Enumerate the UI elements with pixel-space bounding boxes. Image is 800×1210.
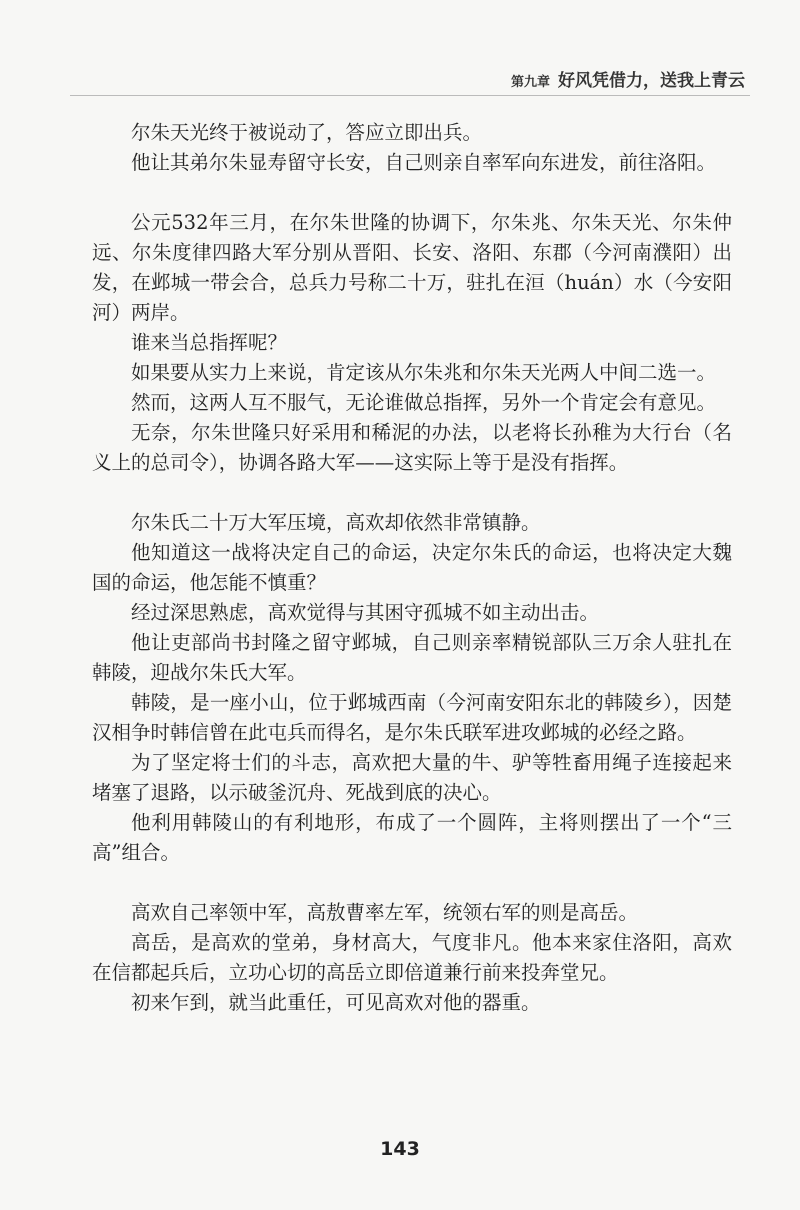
paragraph: 无奈，尔朱世隆只好采用和稀泥的办法，以老将长孙稚为大行台（名义上的总司令），协调各路大军——这实际上等于是没有指挥。 bbox=[92, 421, 732, 474]
paragraph: 尔朱天光终于被说动了，答应立即出兵。 bbox=[131, 121, 483, 144]
paragraph: 初来乍到，就当此重任，可见高欢对他的器重。 bbox=[131, 991, 541, 1014]
chapter-title: 好风凭借力，送我上青云 bbox=[558, 71, 745, 91]
header-divider bbox=[70, 95, 750, 96]
paragraph: 他让吏部尚书封隆之留守邺城，自己则亲率精锐部队三万余人驻扎在韩陵，迎战尔朱氏大军。 bbox=[92, 631, 732, 684]
paragraph: 然而，这两人互不服气，无论谁做总指挥，另外一个肯定会有意见。 bbox=[131, 391, 717, 414]
body-text bbox=[92, 118, 732, 1018]
chapter-number: 第九章 bbox=[510, 75, 550, 90]
paragraph: 如果要从实力上来说，肯定该从尔朱兆和尔朱天光两人中间二选一。 bbox=[131, 361, 717, 384]
running-header bbox=[0, 66, 745, 91]
paragraph: 高岳，是高欢的堂弟，身材高大，气度非凡。他本来家住洛阳，高欢在信都起兵后，立功心切的高岳立即倍道兼行前来投奔堂兄。 bbox=[92, 931, 732, 984]
paragraph: 他让其弟尔朱显寿留守长安，自己则亲自率军向东进发，前往洛阳。 bbox=[131, 151, 717, 174]
paragraph: 他知道这一战将决定自己的命运，决定尔朱氏的命运，也将决定大魏国的命运，他怎能不慎重？ bbox=[92, 541, 732, 594]
paragraph: 高欢自己率领中军，高敖曹率左军，统领右军的则是高岳。 bbox=[131, 901, 639, 924]
paragraph: 他利用韩陵山的有利地形，布成了一个圆阵，主将则摆出了一个“三高”组合。 bbox=[92, 811, 732, 864]
paragraph: 谁来当总指挥呢？ bbox=[131, 331, 288, 354]
paragraph: 为了坚定将士们的斗志，高欢把大量的牛、驴等牲畜用绳子连接起来堵塞了退路，以示破釜沉舟、死战到底的决心。 bbox=[92, 751, 732, 804]
paragraph: 公元532年三月，在尔朱世隆的协调下，尔朱兆、尔朱天光、尔朱仲远、尔朱度律四路大军分别从晋阳、长安、洛阳、东郡（今河南濮阳）出发，在邺城一带会合，总兵力号称二十万，驻扎在洹（huán）水（今安阳河）两岸。 bbox=[92, 211, 732, 324]
page-number: 143 bbox=[380, 1138, 420, 1160]
paragraph: 尔朱氏二十万大军压境，高欢却依然非常镇静。 bbox=[131, 511, 541, 534]
paragraph: 经过深思熟虑，高欢觉得与其困守孤城不如主动出击。 bbox=[131, 601, 600, 624]
paragraph: 韩陵，是一座小山，位于邺城西南（今河南安阳东北的韩陵乡），因楚汉相争时韩信曾在此屯兵而得名，是尔朱氏联军进攻邺城的必经之路。 bbox=[92, 691, 732, 744]
